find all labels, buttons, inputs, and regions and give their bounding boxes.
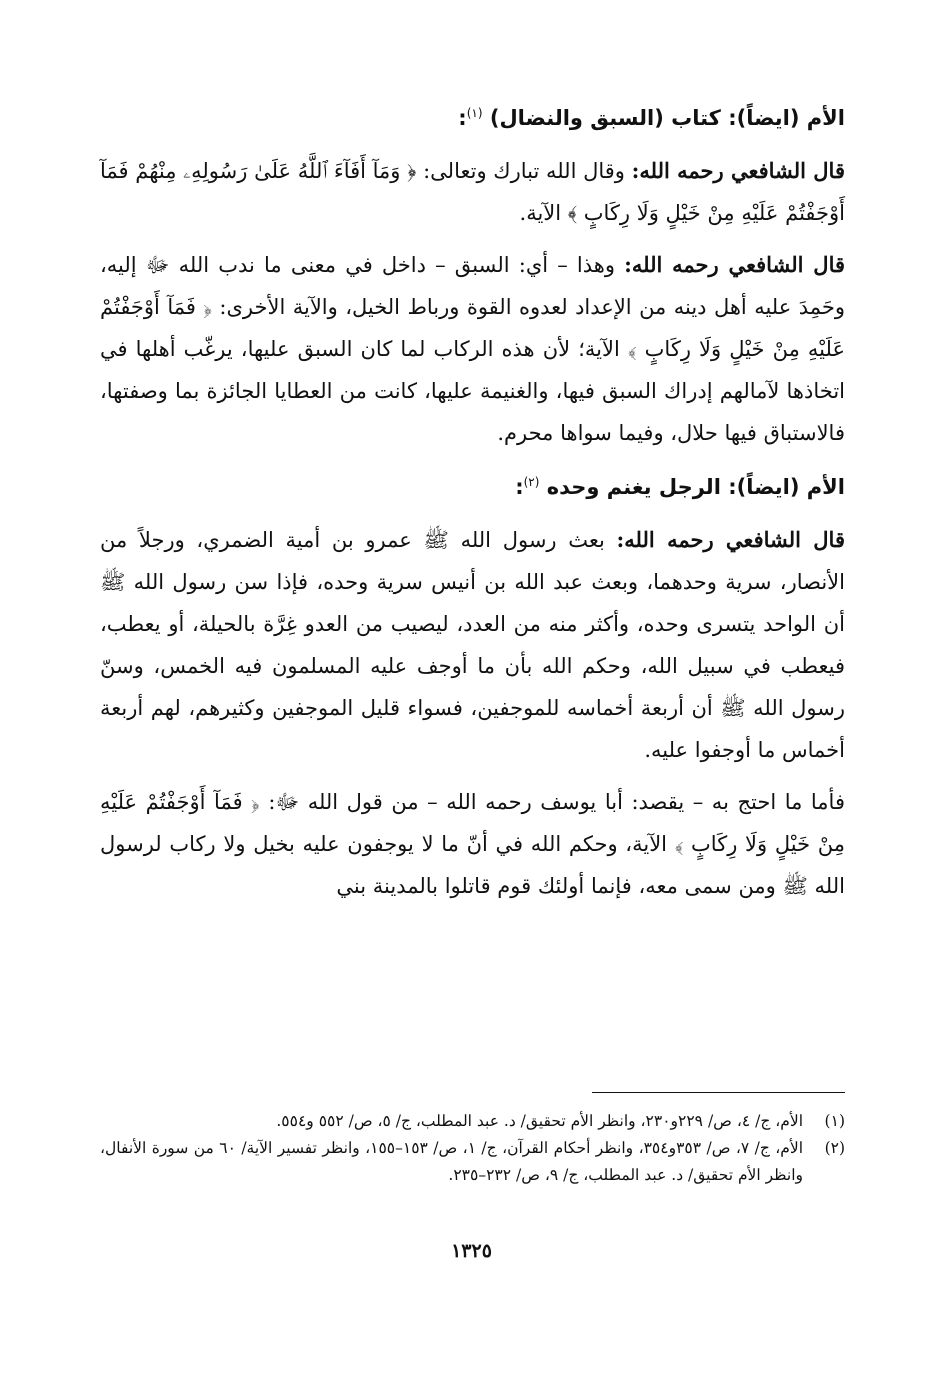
paragraph-2-text: وهذا – أي: السبق – داخل في معنى ما ندب الله ﷻ إليه، وحَمِدَ عليه أهل دينه من الإعداد لعدوه القوة ورباط الخيل، والآية الأخرى: ﴿ فَمَآ أَوْجَفْتُمْ عَلَيْهِ مِنْ خَيْلٍ وَلَا رِكَابٍ ﴾ الآية؛ لأن هذه الركاب لما كان السبق عليها، يرغّب أهلها في اتخاذها لآمالهم إدراك السبق فيها، والغنيمة عليها، كانت من العطايا الجائزة بما وصفتها، فالاستباق فيها حلال، وفيما سواها محرم. (100, 253, 845, 445)
paragraph-4-text: فأما ما احتج به – يقصد: أبا يوسف رحمه الله – من قول الله ﷻ: ﴿ فَمَآ أَوْجَفْتُمْ عَلَيْهِ مِنْ خَيْلٍ وَلَا رِكَابٍ ﴾ الآية، وحكم الله في أنّ ما لا يوجفون عليه بخيل ولا ركاب لرسول الله ﷺ ومن سمى معه، فإنما أولئك قوم قاتلوا بالمدينة بني (100, 790, 845, 898)
paragraph-4 (100, 781, 845, 907)
section-heading-2-colon: : (515, 475, 524, 499)
footnote-2-text: الأم، ج/ ٧، ص/ ٣٥٣و٣٥٤، وانظر أحكام القرآن، ج/ ١، ص/ ١٥٣–١٥٥، وانظر تفسير الآية/ ٦٠ من سورة الأنفال، وانظر الأم تحقيق/ د. عبد المطلب، ج/ ٩، ص/ ٢٣٢–٢٣٥. (100, 1139, 804, 1184)
paragraph-3-lead: قال الشافعي رحمه الله: (616, 527, 845, 552)
paragraph-1-text: وقال الله تبارك وتعالى: ﴿ وَمَآ أَفَآءَ ٱللَّهُ عَلَىٰ رَسُولِهِۦ مِنْهُمْ فَمَآ أَوْجَفْتُمْ عَلَيْهِ مِنْ خَيْلٍ وَلَا رِكَابٍ ﴾ الآية. (100, 159, 845, 225)
footnote-divider (592, 1092, 845, 1093)
section-heading-1-colon: : (458, 106, 467, 130)
paragraph-1 (100, 150, 845, 234)
footnote-1 (100, 1108, 845, 1135)
section-heading-1-text: الأم (ايضاً): كتاب (السبق والنضال) (489, 106, 845, 130)
section-heading-1 (100, 95, 845, 136)
footnote-ref-1[interactable]: (١) (466, 106, 483, 120)
page-number: ١٣٢٥ (451, 1240, 492, 1262)
footnote-2 (100, 1135, 845, 1189)
footnote-1-text: الأم، ج/ ٤، ص/ ٢٢٩و٢٣٠، وانظر الأم تحقيق/ د. عبد المطلب، ج/ ٥، ص/ ٥٥٢ و٥٥٤. (276, 1112, 803, 1130)
paragraph-1-lead: قال الشافعي رحمه الله: (631, 158, 845, 183)
footnote-ref-2[interactable]: (٢) (523, 475, 540, 489)
section-heading-2-text: الأم (ايضاً): الرجل يغنم وحده (546, 475, 845, 499)
footnote-2-number: (٢) (824, 1139, 846, 1157)
page-body (100, 95, 845, 917)
footnotes (100, 1108, 845, 1189)
section-heading-2 (100, 464, 845, 505)
paragraph-3-text: بعث رسول الله ﷺ عمرو بن أمية الضمري، ورجلاً من الأنصار، سرية وحدهما، وبعث عبد الله بن أنيس سرية وحده، فإذا سن رسول الله ﷺ أن الواحد يتسرى وحده، وأكثر منه من العدد، ليصيب من العدو غِرَّة بالحيلة، أو يعطب، فيعطب في سبيل الله، وحكم الله بأن ما أوجف عليه المسلمون فيه الخمس، وسنّ رسول الله ﷺ أن أربعة أخماسه للموجفين، فسواء قليل الموجفين وكثيرهم، لهم أربعة أخماس ما أوجفوا عليه. (100, 528, 845, 762)
paragraph-2 (100, 244, 845, 454)
paragraph-3 (100, 519, 845, 771)
footnote-1-number: (١) (824, 1112, 845, 1130)
paragraph-2-lead: قال الشافعي رحمه الله: (624, 252, 846, 277)
